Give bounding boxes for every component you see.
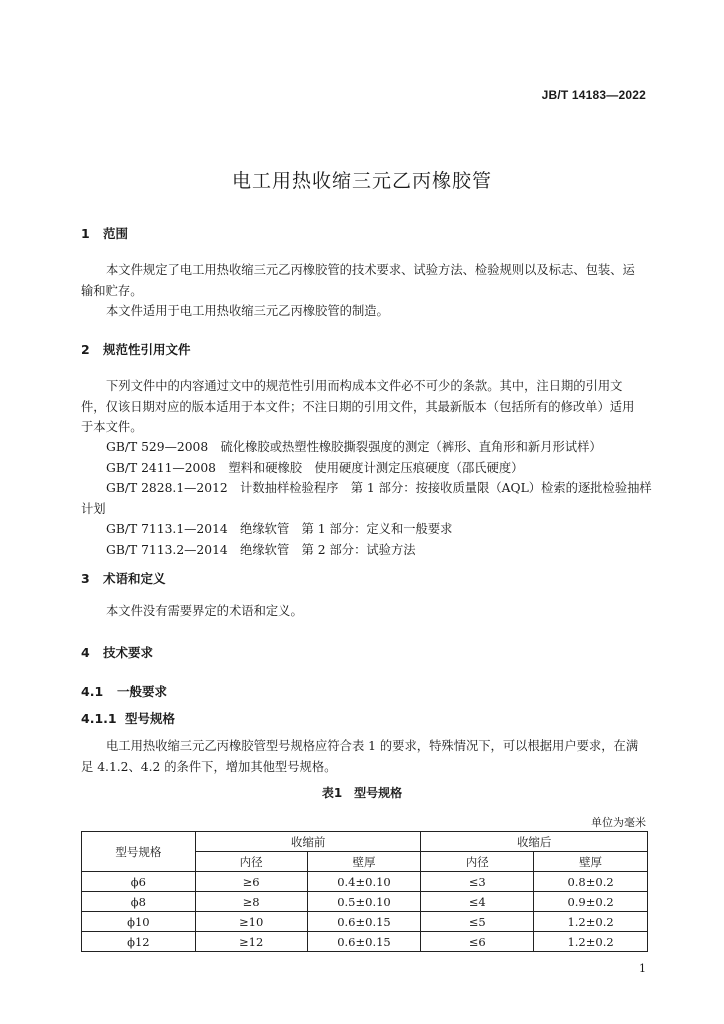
reference-item [81, 540, 653, 561]
section-number: 2 [81, 342, 90, 357]
reference-title: 硫化橡胶或热塑性橡胶撕裂强度的测定（裤形、直角形和新月形试样） [220, 440, 602, 454]
paragraph-line: 件，仅该日期对应的版本适用于本文件；不注日期的引用文件，其最新版本（包括所有的修改单）适用 [81, 399, 635, 414]
section-2-heading [81, 340, 191, 358]
cell-wall-after: 1.2±0.2 [534, 932, 648, 952]
cell-model: ϕ6 [82, 872, 196, 892]
section-2-intro [81, 376, 653, 438]
section-4-paragraph [81, 736, 653, 777]
header-wall-thickness-before: 壁厚 [307, 852, 421, 872]
subsection-title: 型号规格 [125, 711, 176, 726]
section-1-heading [81, 224, 128, 242]
reference-item [81, 458, 653, 479]
paragraph-line: 输和贮存。 [81, 283, 143, 298]
cell-inner-before: ≥8 [195, 892, 307, 912]
header-after-shrink: 收缩后 [421, 832, 648, 852]
cell-wall-after: 0.8±0.2 [534, 872, 648, 892]
document-title: 电工用热收缩三元乙丙橡胶管 [231, 170, 492, 192]
subsection-4-1-heading [81, 682, 167, 700]
section-number: 1 [81, 226, 90, 241]
reference-item-continuation: 计划 [81, 501, 106, 516]
header-before-shrink: 收缩前 [195, 832, 421, 852]
subsection-4-1-1-heading [81, 709, 175, 727]
cell-inner-before: ≥10 [195, 912, 307, 932]
cell-wall-before: 0.5±0.10 [307, 892, 421, 912]
header-model: 型号规格 [82, 832, 196, 872]
page-number: 1 [639, 962, 646, 975]
cell-model: ϕ8 [82, 892, 196, 912]
table-row [82, 912, 648, 932]
table-row [82, 872, 648, 892]
section-title: 规范性引用文件 [103, 342, 191, 357]
paragraph-line: 电工用热收缩三元乙丙橡胶管型号规格应符合表 1 的要求，特殊情况下，可以根据用户要求，在满 [106, 739, 639, 753]
reference-code: GB/T 529—2008 [106, 440, 209, 454]
cell-wall-before: 0.4±0.10 [307, 872, 421, 892]
cell-inner-after: ≤4 [421, 892, 534, 912]
section-3-heading [81, 569, 166, 587]
section-title: 术语和定义 [103, 571, 166, 586]
section-3-paragraph: 本文件没有需要界定的术语和定义。 [106, 604, 303, 618]
reference-item [81, 478, 653, 499]
subsection-number: 4.1.1 [81, 711, 117, 726]
reference-code: GB/T 7113.2—2014 [106, 542, 228, 557]
header-inner-diameter-before: 内径 [195, 852, 307, 872]
reference-title: 计数抽样检验程序 第 1 部分：按接收质量限（AQL）检索的逐批检验抽样 [240, 481, 652, 495]
cell-inner-after: ≤5 [421, 912, 534, 932]
cell-wall-after: 0.9±0.2 [534, 892, 648, 912]
header-inner-diameter-after: 内径 [421, 852, 534, 872]
standard-code: JB/T 14183—2022 [541, 88, 646, 102]
reference-list [81, 437, 653, 560]
paragraph-line: 本文件适用于电工用热收缩三元乙丙橡胶管的制造。 [106, 304, 389, 318]
subsection-number: 4.1 [81, 684, 104, 699]
reference-code: GB/T 7113.1—2014 [106, 522, 228, 536]
cell-inner-after: ≤3 [421, 872, 534, 892]
section-title: 技术要求 [103, 645, 154, 660]
reference-item [81, 437, 653, 458]
cell-wall-before: 0.6±0.15 [307, 912, 421, 932]
cell-model: ϕ10 [82, 912, 196, 932]
cell-inner-after: ≤6 [421, 932, 534, 952]
subsection-title: 一般要求 [117, 684, 168, 699]
reference-code: GB/T 2828.1—2012 [106, 481, 228, 495]
reference-title: 绝缘软管 第 1 部分：定义和一般要求 [240, 522, 453, 536]
spec-table [81, 831, 648, 952]
cell-inner-before: ≥12 [195, 932, 307, 952]
header-wall-thickness-after: 壁厚 [534, 852, 648, 872]
table-row [82, 932, 648, 952]
table-header-row [82, 832, 648, 852]
table-row [82, 892, 648, 912]
cell-wall-after: 1.2±0.2 [534, 912, 648, 932]
section-1-body [81, 260, 653, 322]
reference-item [81, 519, 653, 540]
section-number: 3 [81, 571, 90, 586]
reference-title: 塑料和硬橡胶 使用硬度计测定压痕硬度（邵氏硬度） [228, 460, 524, 475]
cell-inner-before: ≥6 [195, 872, 307, 892]
section-number: 4 [81, 645, 90, 660]
reference-code: GB/T 2411—2008 [106, 460, 216, 475]
section-4-heading [81, 643, 153, 661]
table-caption: 表1 型号规格 [321, 786, 403, 800]
table-unit-note: 单位为毫米 [591, 816, 646, 829]
section-title: 范围 [103, 226, 129, 241]
paragraph-line: 下列文件中的内容通过文中的规范性引用而构成本文件必不可少的条款。其中，注日期的引用文 [106, 379, 623, 393]
paragraph-line: 本文件规定了电工用热收缩三元乙丙橡胶管的技术要求、试验方法、检验规则以及标志、包装、运 [106, 263, 635, 277]
cell-wall-before: 0.6±0.15 [307, 932, 421, 952]
cell-model: ϕ12 [82, 932, 196, 952]
reference-title: 绝缘软管 第 2 部分：试验方法 [240, 542, 416, 557]
paragraph-line: 于本文件。 [81, 420, 143, 434]
paragraph-line: 足 4.1.2、4.2 的条件下，增加其他型号规格。 [81, 759, 337, 774]
